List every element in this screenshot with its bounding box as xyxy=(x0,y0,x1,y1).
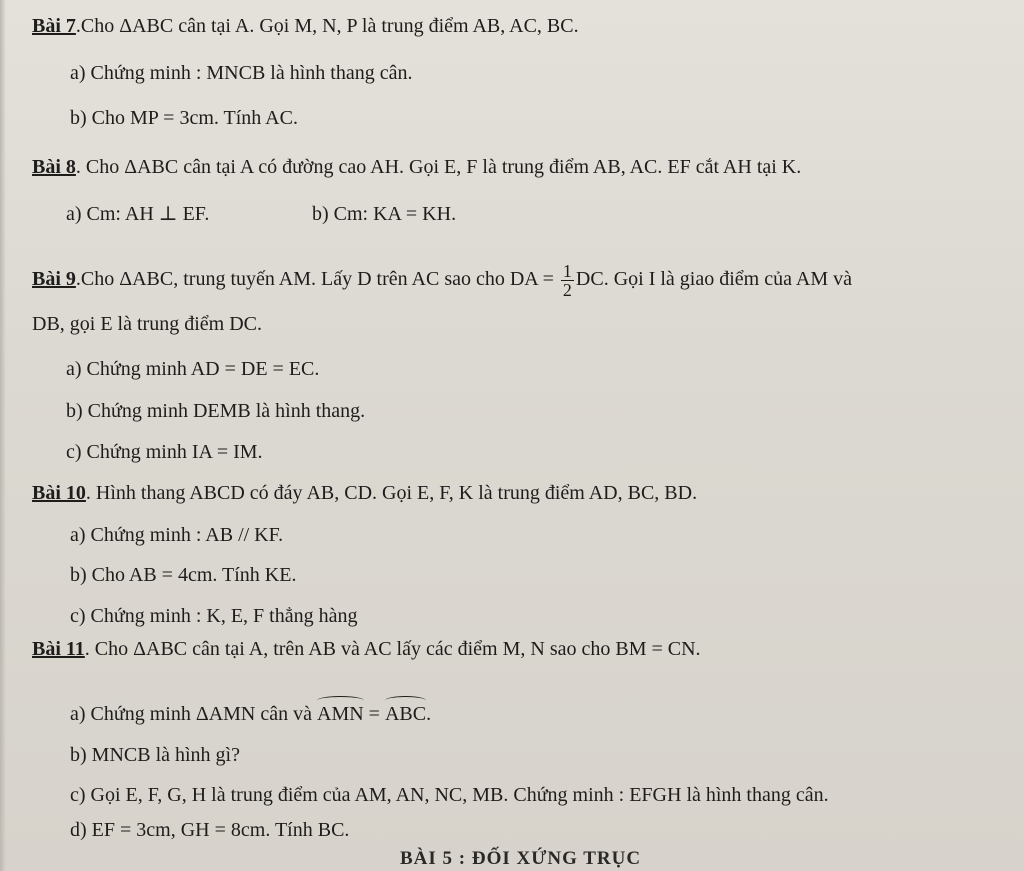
problem-8-part-b: b) Cm: KA = KH. xyxy=(312,203,457,225)
problem-8-text: . Cho ΔABC cân tại A có đường cao AH. Gọi E, F là trung điểm AB, AC. EF cắt AH tại K. xyxy=(75,156,802,178)
problem-10-heading xyxy=(32,481,697,505)
problem-10-part-b: b) Cho AB = 4cm. Tính KE. xyxy=(70,564,297,586)
problem-10-label: Bài 10 xyxy=(32,482,86,504)
problem-9-text-pre: .Cho ΔABC, trung tuyến AM. Lấy D trên AC sao cho DA = xyxy=(75,268,554,291)
problem-9-part-a: a) Chứng minh AD = DE = EC. xyxy=(66,358,320,380)
angle-abc: ABC xyxy=(384,703,427,725)
problem-8-label: Bài 8 xyxy=(32,156,76,178)
fraction-numerator: 1 xyxy=(562,261,572,281)
problem-11-label: Bài 11 xyxy=(32,638,85,660)
problem-11-part-b: b) MNCB là hình gì? xyxy=(70,744,240,766)
problem-11-part-a-text: a) Chứng minh ΔAMN cân và xyxy=(70,703,312,725)
problem-9-text-line2: DB, gọi E là trung điểm DC. xyxy=(32,313,262,335)
angle-amn: AMN xyxy=(317,703,364,725)
problem-9-text-post: DC. Gọi I là giao điểm của AM và xyxy=(575,268,852,291)
problem-9-label: Bài 9 xyxy=(32,268,76,291)
problem-8-part-a: a) Cm: AH ⊥ EF. xyxy=(66,203,210,225)
problem-7-part-b: b) Cho MP = 3cm. Tính AC. xyxy=(70,107,298,129)
problem-10-part-c: c) Chứng minh : K, E, F thẳng hàng xyxy=(70,605,358,627)
problem-9-part-b: b) Chứng minh DEMB là hình thang. xyxy=(66,400,366,422)
problem-7-heading xyxy=(32,14,579,38)
problem-7-text: .Cho ΔABC cân tại A. Gọi M, N, P là trung điểm AB, AC, BC. xyxy=(75,15,579,37)
problem-11-part-d: d) EF = 3cm, GH = 8cm. Tính BC. xyxy=(70,819,350,841)
problem-10-text: . Hình thang ABCD có đáy AB, CD. Gọi E, F, K là trung điểm AD, BC, BD. xyxy=(85,482,698,504)
next-lesson-heading: BÀI 5 : ĐỐI XỨNG TRỤC xyxy=(400,848,642,869)
problem-7-label: Bài 7 xyxy=(32,15,76,37)
problem-8-heading xyxy=(32,155,801,179)
fraction-denominator: 2 xyxy=(562,280,572,300)
problem-10-part-a: a) Chứng minh : AB // KF. xyxy=(70,524,284,546)
problem-11-part-c: c) Gọi E, F, G, H là trung điểm của AM, AN, NC, MB. Chứng minh : EFGH là hình thang cân. xyxy=(70,784,829,806)
problem-11-part-a xyxy=(70,702,431,726)
problem-7-part-a: a) Chứng minh : MNCB là hình thang cân. xyxy=(70,62,413,84)
page-edge-shadow xyxy=(0,0,6,871)
angle-equals: = xyxy=(363,703,385,725)
problem-9-heading xyxy=(32,262,852,299)
problem-11-heading xyxy=(32,637,701,661)
problem-11-part-a-end: . xyxy=(426,703,432,725)
problem-11-text: . Cho ΔABC cân tại A, trên AB và AC lấy các điểm M, N sao cho BM = CN. xyxy=(84,638,701,660)
fraction-one-half xyxy=(561,262,574,299)
problem-9-part-c: c) Chứng minh IA = IM. xyxy=(66,441,263,463)
